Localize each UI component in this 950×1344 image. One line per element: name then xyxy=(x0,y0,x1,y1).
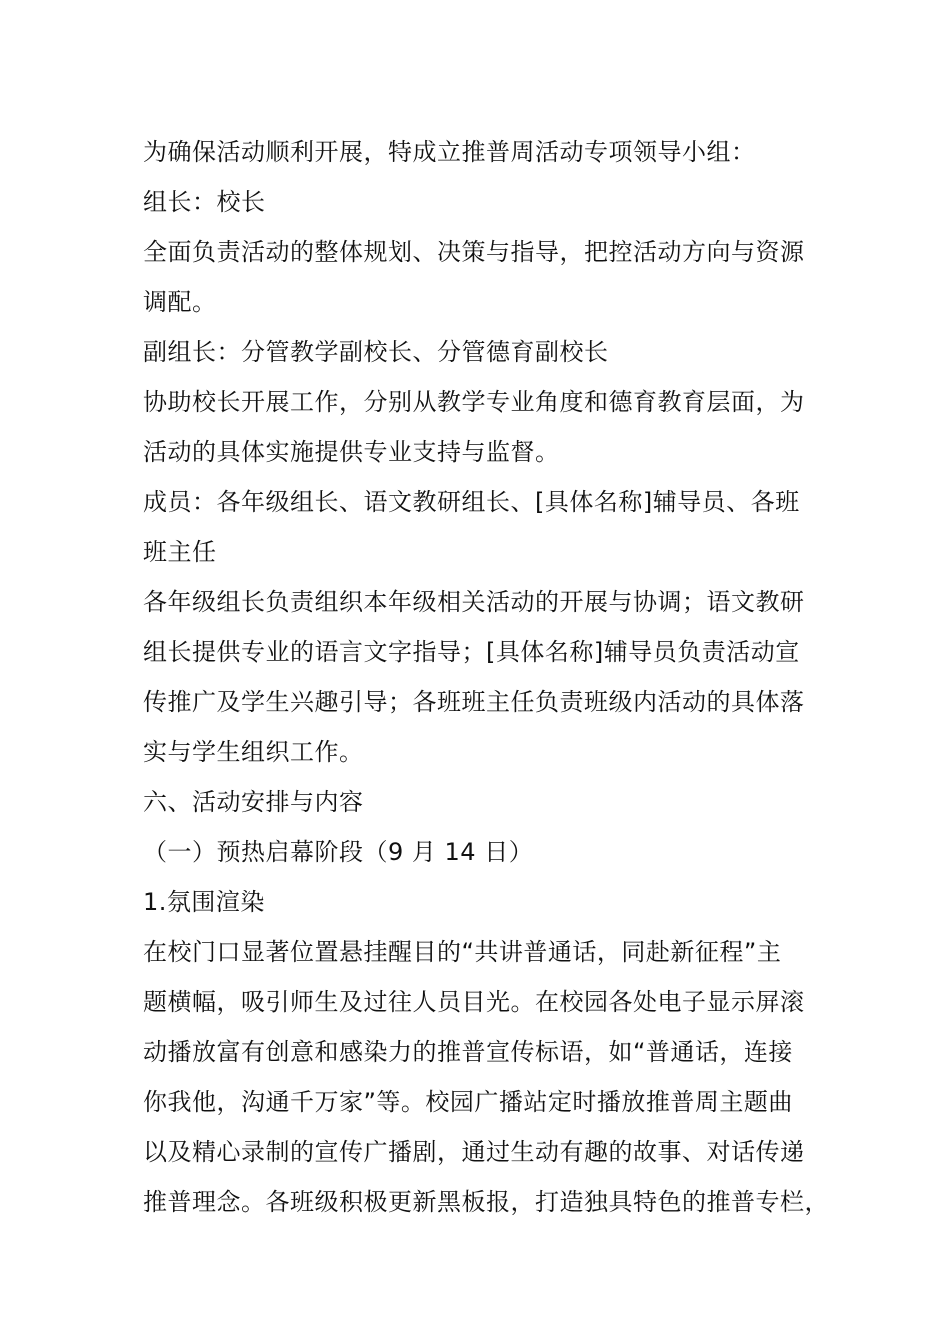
section-heading: 六、活动安排与内容 xyxy=(143,788,364,816)
paragraph-line: 传推广及学生兴趣引导；各班班主任负责班级内活动的具体落 xyxy=(143,688,805,716)
item-heading: 1.氛围渲染 xyxy=(143,888,265,916)
paragraph-line: 协助校长开展工作，分别从教学专业角度和德育教育层面，为 xyxy=(143,388,805,416)
paragraph-line: 各年级组长负责组织本年级相关活动的开展与协调；语文教研 xyxy=(143,588,805,616)
paragraph-line: 组长：校长 xyxy=(143,188,266,216)
paragraph-line: 动播放富有创意和感染力的推普宣传标语，如“普通话，连接 xyxy=(143,1038,793,1066)
paragraph-line: 活动的具体实施提供专业支持与监督。 xyxy=(143,438,560,466)
paragraph-line: 为确保活动顺利开展，特成立推普周活动专项领导小组： xyxy=(143,138,756,166)
paragraph-line: 副组长：分管教学副校长、分管德育副校长 xyxy=(143,338,609,366)
subsection-heading: （一）预热启幕阶段（9 月 14 日） xyxy=(143,838,534,866)
paragraph-line: 组长提供专业的语言文字指导；[具体名称]辅导员负责活动宣 xyxy=(143,638,800,666)
document-body xyxy=(143,127,833,1227)
paragraph-line: 在校门口显著位置悬挂醒目的“共讲普通话，同赴新征程”主 xyxy=(143,938,782,966)
paragraph-line: 班主任 xyxy=(143,538,217,566)
paragraph-line: 以及精心录制的宣传广播剧，通过生动有趣的故事、对话传递 xyxy=(143,1138,805,1166)
paragraph-line: 实与学生组织工作。 xyxy=(143,738,364,766)
paragraph-line: 全面负责活动的整体规划、决策与指导，把控活动方向与资源 xyxy=(143,238,805,266)
paragraph-line: 推普理念。各班级积极更新黑板报，打造独具特色的推普专栏， xyxy=(143,1188,829,1216)
paragraph-line: 成员：各年级组长、语文教研组长、[具体名称]辅导员、各班 xyxy=(143,488,800,516)
paragraph-line: 调配。 xyxy=(143,288,217,316)
paragraph-line: 题横幅，吸引师生及过往人员目光。在校园各处电子显示屏滚 xyxy=(143,988,805,1016)
paragraph-line: 你我他，沟通千万家”等。校园广播站定时播放推普周主题曲 xyxy=(143,1088,793,1116)
